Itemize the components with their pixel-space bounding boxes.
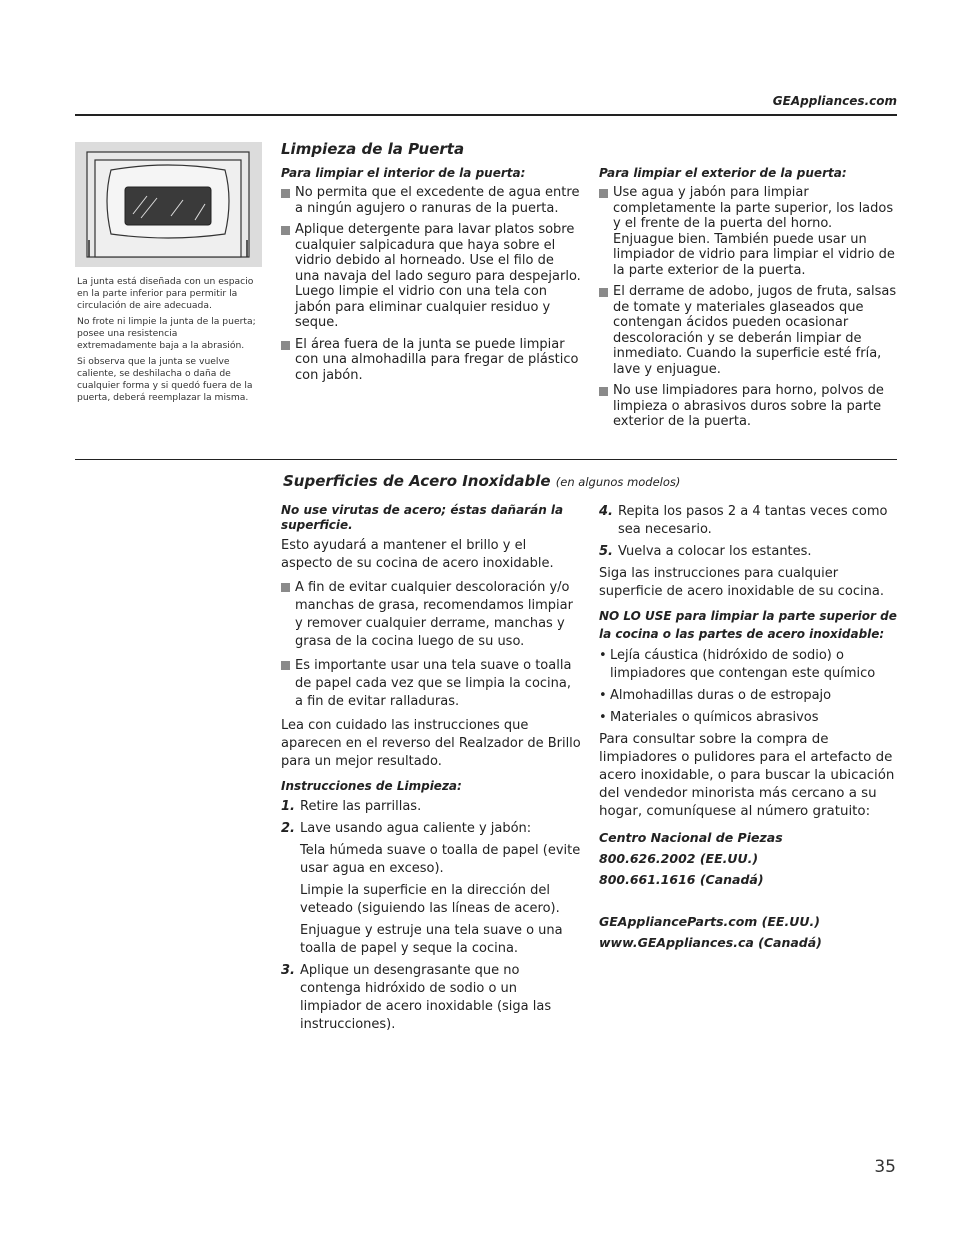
step-5	[599, 543, 897, 561]
interior-bullet: No permita que el excedente de agua entre a ningún agujero o ranuras de la puerta.	[281, 185, 581, 216]
step-text: Lave usando agua caliente y jabón:	[300, 821, 532, 836]
door-section-title: Limpieza de la Puerta	[281, 140, 465, 158]
step-number: 5.	[599, 544, 613, 559]
interior-heading: Para limpiar el interior de la puerta:	[281, 166, 526, 180]
step-text: Aplique un desengrasante que no contenga hidróxido de sodio o un limpiador de acero inoxidable (siga las instrucciones).	[300, 963, 552, 1032]
step-number: 2.	[281, 821, 295, 836]
door-interior-column	[281, 166, 581, 389]
do-not-use-item: • Lejía cáustica (hidróxido de sodio) o limpiadores que contengan este químico	[599, 647, 897, 683]
steel-intro: Esto ayudará a mantener el brillo y el aspecto de su cocina de acero inoxidable.	[281, 538, 554, 571]
site-url: GEAppliances.com	[772, 94, 897, 108]
steel-warning: No use virutas de acero; éstas dañarán la superficie.	[281, 503, 564, 532]
exterior-bullet: El derrame de adobo, jugos de fruta, salsas de tomate y materiales glaseados que contengan ácidos pueden ocasionar descoloración y se deberán limpiar de inmediato. Cuando la superficie esté fría, lave y enjuague.	[599, 284, 897, 377]
oven-door-illustration	[75, 142, 262, 267]
step-text: Retire las parrillas.	[300, 799, 422, 814]
step-number: 4.	[599, 504, 613, 519]
exterior-bullet: Use agua y jabón para limpiar completamente la parte superior, los lados y el frente de la puerta del horno. Enjuague bien. También puede usar un limpiador de vidrio para limpiar el vidrio de la parte exterior de la puerta.	[599, 185, 897, 278]
steel-title-text: Superficies de Acero Inoxidable	[283, 472, 551, 490]
steel-bullet: Es importante usar una tela suave o toalla de papel cada vez que se limpia la cocina, a fin de evitar ralladuras.	[281, 657, 581, 711]
follow-instructions: Siga las instrucciones para cualquier superficie de acero inoxidable de su cocina.	[599, 566, 884, 599]
step-2-sub: Enjuague y estruje una tela suave o una toalla de papel y seque la cocina.	[300, 923, 563, 956]
caption-paragraph: Si observa que la junta se vuelve caliente, se deshilacha o daña de cualquier forma y si quedó fuera de la puerta, deberá reemplazar la misma.	[77, 356, 253, 403]
steel-subtitle: (en algunos modelos)	[555, 475, 681, 489]
door-exterior-column	[599, 166, 897, 436]
interior-bullet: El área fuera de la junta se puede limpiar con una almohadilla para fregar de plástico con jabón.	[281, 337, 581, 384]
interior-bullet: Aplique detergente para lavar platos sobre cualquier salpicadura que haya sobre el vidrio debido al horneado. Use el filo de una navaja del lado seguro para despejarlo. Luego limpie el vidrio con una tela con jabón para eliminar cualquier residuo y seque.	[281, 222, 581, 331]
section-divider	[75, 459, 897, 460]
phone-us: 800.626.2002 (EE.UU.)	[599, 851, 759, 866]
step-2-sub: Tela húmeda suave o toalla de papel (evite usar agua en exceso).	[300, 843, 581, 876]
step-3	[281, 962, 581, 1034]
do-not-use-item: • Materiales o químicos abrasivos	[599, 709, 897, 727]
brightener-note: Lea con cuidado las instrucciones que aparecen en el reverso del Realzador de Brillo para un mejor resultado.	[281, 718, 581, 769]
step-text: Repita los pasos 2 a 4 tantas veces como sea necesario.	[618, 504, 888, 537]
page-number: 35	[874, 1157, 896, 1177]
step-text: Vuelva a colocar los estantes.	[618, 544, 812, 559]
oven-door-drawing	[75, 142, 262, 267]
steel-left-column	[281, 503, 581, 1038]
caption-paragraph: La junta está diseñada con un espacio en la parte inferior para permitir la circulación de aire adecuada.	[77, 276, 254, 311]
steel-right-column	[599, 503, 897, 953]
steel-bullet: A fin de evitar cualquier descoloración y/o manchas de grasa, recomendamos limpiar y remover cualquier derrame, manchas y grasa de la cocina luego de su uso.	[281, 579, 581, 651]
do-not-use-heading: NO LO USE para limpiar la parte superior de la cocina o las partes de acero inoxidable:	[599, 609, 897, 641]
instructions-heading: Instrucciones de Limpieza:	[281, 779, 462, 793]
step-4	[599, 503, 897, 539]
phone-canada: 800.661.1616 (Canadá)	[599, 872, 764, 887]
step-number: 3.	[281, 963, 295, 978]
website-canada[interactable]: www.GEAppliances.ca (Canadá)	[599, 935, 822, 950]
consult-text: Para consultar sobre la compra de limpiadores o pulidores para el artefacto de acero inoxidable, o para buscar la ubicación del vendedor minorista más cercano a su hogar, comuníquese al número gratuito:	[599, 732, 895, 819]
step-2-sub: Limpie la superficie en la dirección del veteado (siguiendo las líneas de acero).	[300, 883, 560, 916]
caption-paragraph: No frote ni limpie la junta de la puerta; posee una resistencia extremadamente baja a la abrasión.	[77, 316, 256, 351]
exterior-bullet: No use limpiadores para horno, polvos de limpieza o abrasivos duros sobre la parte exterior de la puerta.	[599, 383, 897, 430]
step-1	[281, 798, 581, 816]
do-not-use-item: • Almohadillas duras o de estropajo	[599, 687, 897, 705]
gasket-caption	[77, 276, 259, 408]
website-us[interactable]: GEApplianceParts.com (EE.UU.)	[599, 914, 820, 929]
parts-center: Centro Nacional de Piezas	[599, 830, 783, 845]
steel-section-title	[283, 472, 680, 490]
top-rule	[75, 114, 897, 116]
step-number: 1.	[281, 799, 295, 814]
step-2	[281, 820, 581, 838]
exterior-heading: Para limpiar el exterior de la puerta:	[599, 166, 847, 180]
